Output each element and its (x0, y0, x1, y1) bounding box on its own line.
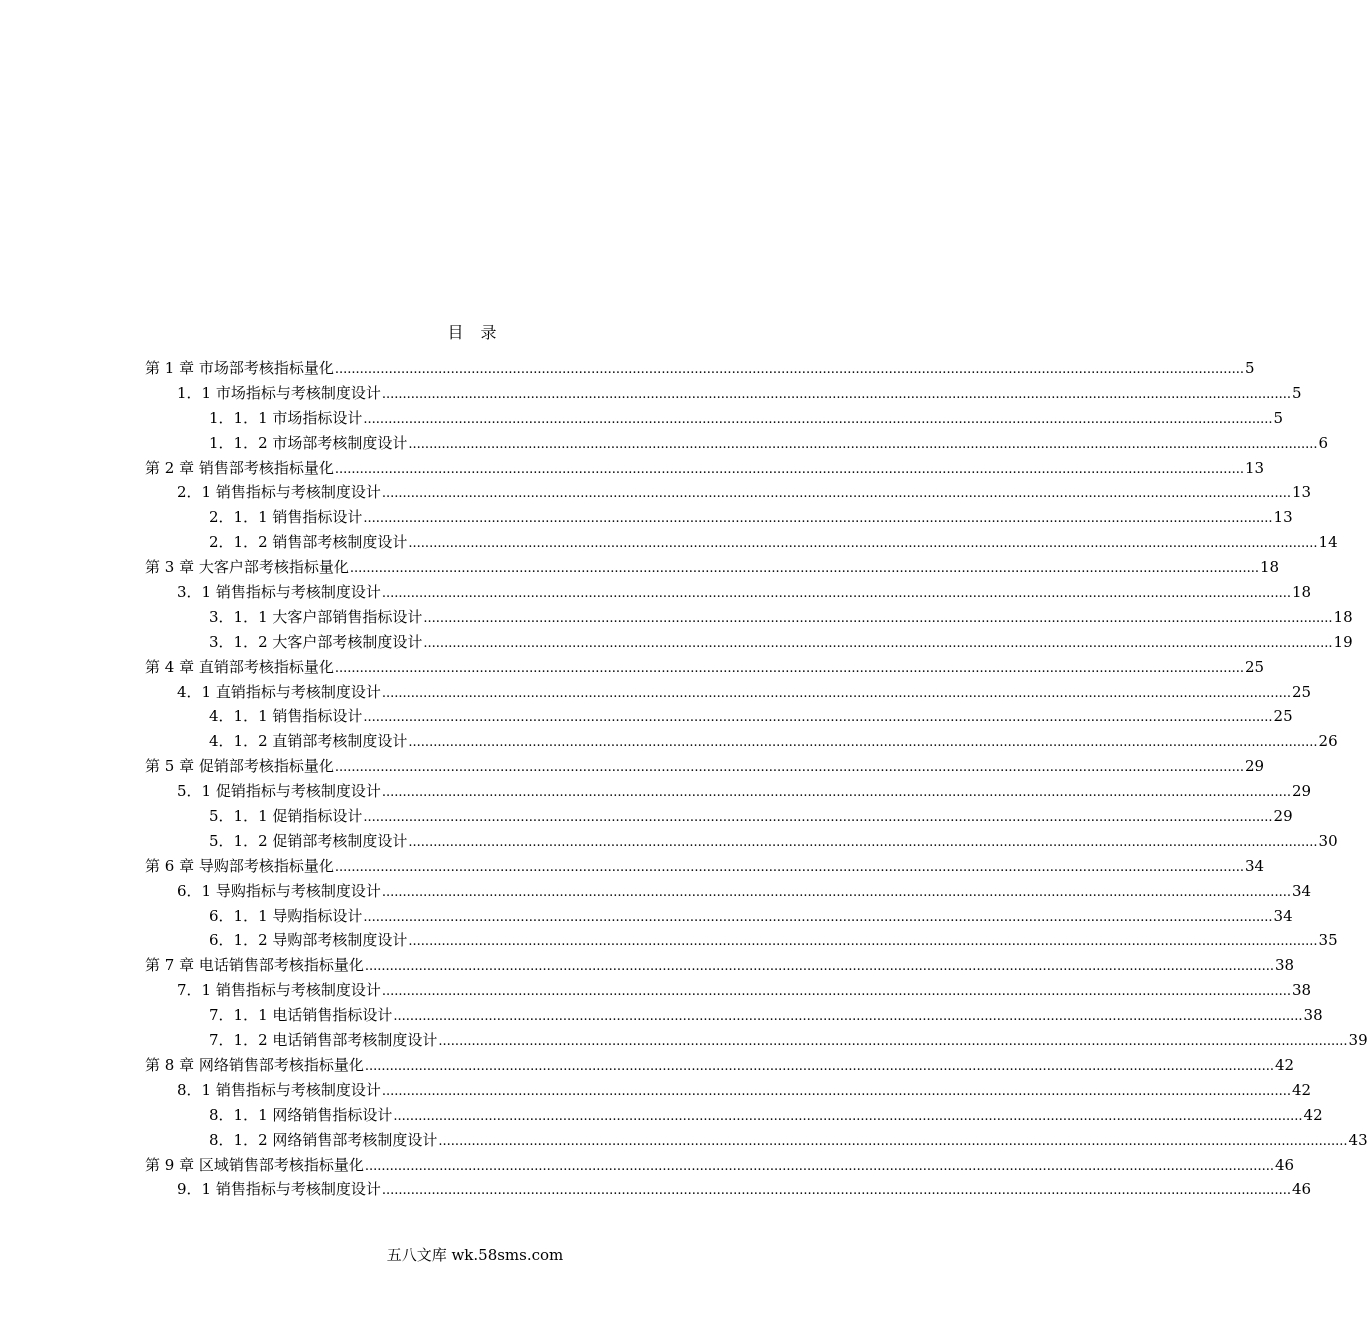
toc-entry[interactable] (145, 1177, 1312, 1202)
toc-entry-page-number: 34 (1291, 881, 1312, 900)
toc-dot-leader: ............................................................................................................................................................................................................................ (438, 1133, 1348, 1149)
toc-entry[interactable] (145, 1128, 1368, 1153)
toc-entry-page-number: 29 (1273, 807, 1293, 826)
toc-entry-page-number: 14 (1318, 533, 1338, 552)
toc-entry[interactable] (145, 1153, 1295, 1178)
toc-entry[interactable] (145, 953, 1295, 978)
toc-entry-page-number: 5 (1273, 408, 1284, 427)
toc-dot-leader: ............................................................................................................................................................................................................................ (334, 362, 1244, 377)
toc-entry-page-number: 39 (1348, 1031, 1368, 1050)
toc-dot-leader: ............................................................................................................................................................................................................................ (363, 411, 1273, 427)
toc-entry[interactable] (145, 854, 1265, 879)
toc-entry-page-number: 13 (1273, 508, 1293, 527)
toc-entry[interactable] (145, 431, 1329, 456)
toc-entry-page-number: 25 (1291, 682, 1312, 701)
toc-entry[interactable] (145, 406, 1284, 431)
toc-entry-page-number: 19 (1333, 632, 1353, 651)
toc-entry[interactable] (145, 904, 1293, 929)
toc-entry-page-number: 29 (1291, 782, 1312, 801)
toc-dot-leader: ............................................................................................................................................................................................................................ (363, 810, 1273, 826)
toc-entry-label: 2．1．1 销售指标设计 (209, 508, 363, 527)
toc-dot-leader: ............................................................................................................................................................................................................................ (364, 1158, 1274, 1174)
toc-entry[interactable] (145, 1078, 1312, 1103)
toc-dot-leader: ............................................................................................................................................................................................................................ (381, 785, 1291, 801)
toc-entry-label: 6．1．2 导购部考核制度设计 (209, 931, 408, 950)
toc-entry-label: 4．1 直销指标与考核制度设计 (177, 682, 381, 701)
toc-dot-leader: ............................................................................................................................................................................................................................ (334, 660, 1244, 676)
toc-entry[interactable] (145, 356, 1255, 381)
toc-entry[interactable] (145, 605, 1353, 630)
toc-entry-page-number: 42 (1291, 1080, 1312, 1099)
toc-dot-leader: ............................................................................................................................................................................................................................ (408, 735, 1318, 751)
toc-dot-leader: ............................................................................................................................................................................................................................ (349, 561, 1259, 577)
toc-title: 目 录 (447, 323, 503, 342)
toc-entry-label: 6．1 导购指标与考核制度设计 (177, 881, 381, 900)
toc-dot-leader: ............................................................................................................................................................................................................................ (363, 511, 1273, 527)
toc-entry[interactable] (145, 779, 1312, 804)
toc-entry-page-number: 18 (1291, 583, 1312, 602)
toc-entry-page-number: 46 (1291, 1180, 1312, 1199)
toc-dot-leader: ............................................................................................................................................................................................................................ (363, 710, 1273, 726)
toc-entry-label: 第 7 章 电话销售部考核指标量化 (145, 956, 364, 975)
toc-dot-leader: ............................................................................................................................................................................................................................ (438, 1034, 1348, 1050)
toc-entry-label: 3．1．2 大客户部考核制度设计 (209, 632, 423, 651)
toc-dot-leader: ............................................................................................................................................................................................................................ (381, 386, 1291, 402)
toc-entry-label: 8．1．1 网络销售指标设计 (209, 1105, 393, 1124)
toc-entry-label: 1．1．2 市场部考核制度设计 (209, 433, 408, 452)
toc-dot-leader: ............................................................................................................................................................................................................................ (393, 1009, 1303, 1025)
toc-entry-page-number: 6 (1318, 433, 1329, 452)
toc-dot-leader: ............................................................................................................................................................................................................................ (381, 486, 1291, 502)
toc-entry-label: 7．1．1 电话销售指标设计 (209, 1006, 393, 1025)
toc-dot-leader: ............................................................................................................................................................................................................................ (364, 1058, 1274, 1074)
toc-entry-page-number: 29 (1244, 757, 1265, 776)
toc-entry-page-number: 30 (1318, 831, 1338, 850)
toc-entry-label: 2．1 销售指标与考核制度设计 (177, 483, 381, 502)
toc-entry[interactable] (145, 729, 1338, 754)
toc-entry-label: 1．1 市场指标与考核制度设计 (177, 383, 381, 402)
toc-entry-page-number: 34 (1273, 906, 1293, 925)
toc-entry[interactable] (145, 879, 1312, 904)
toc-entry-label: 第 5 章 促销部考核指标量化 (145, 757, 334, 776)
toc-entry-page-number: 13 (1291, 483, 1312, 502)
toc-dot-leader: ............................................................................................................................................................................................................................ (364, 959, 1274, 975)
toc-entry-page-number: 25 (1244, 657, 1265, 676)
toc-entry[interactable] (145, 1053, 1295, 1078)
toc-entry-page-number: 18 (1333, 607, 1353, 626)
toc-entry-page-number: 46 (1274, 1155, 1295, 1174)
toc-dot-leader: ............................................................................................................................................................................................................................ (408, 436, 1318, 452)
toc-entry[interactable] (145, 530, 1338, 555)
toc-entry-label: 第 2 章 销售部考核指标量化 (145, 458, 334, 477)
toc-dot-leader: ............................................................................................................................................................................................................................ (408, 834, 1318, 850)
toc-entry[interactable] (145, 456, 1265, 481)
toc-dot-leader: ............................................................................................................................................................................................................................ (363, 909, 1273, 925)
toc-entry-label: 第 9 章 区域销售部考核指标量化 (145, 1155, 364, 1174)
toc-entry-page-number: 34 (1244, 856, 1265, 875)
toc-entry-label: 8．1．2 网络销售部考核制度设计 (209, 1130, 438, 1149)
toc-dot-leader: ............................................................................................................................................................................................................................ (334, 760, 1244, 776)
toc-entry[interactable] (145, 1103, 1323, 1128)
toc-entry-label: 第 3 章 大客户部考核指标量化 (145, 558, 349, 577)
toc-entry-label: 3．1 销售指标与考核制度设计 (177, 583, 381, 602)
toc-entry-page-number: 25 (1273, 707, 1293, 726)
toc-entry-label: 8．1 销售指标与考核制度设计 (177, 1080, 381, 1099)
toc-entry-label: 1．1．1 市场指标设计 (209, 408, 363, 427)
toc-entry[interactable] (145, 1028, 1368, 1053)
toc-entry-label: 第 1 章 市场部考核指标量化 (145, 359, 334, 377)
toc-entry[interactable] (145, 580, 1312, 605)
toc-entry[interactable] (145, 480, 1312, 505)
toc-entry[interactable] (145, 829, 1338, 854)
toc-dot-leader: ............................................................................................................................................................................................................................ (334, 461, 1244, 477)
toc-entry[interactable] (145, 555, 1280, 580)
toc-entry-label: 2．1．2 销售部考核制度设计 (209, 533, 408, 552)
toc-entry-label: 第 8 章 网络销售部考核指标量化 (145, 1055, 364, 1074)
toc-entry-label: 7．1 销售指标与考核制度设计 (177, 981, 381, 1000)
toc-entry-label: 4．1．1 销售指标设计 (209, 707, 363, 726)
toc-dot-leader: ............................................................................................................................................................................................................................ (381, 984, 1291, 1000)
footer-watermark: 五八文库 wk.58sms.com (386, 1246, 564, 1264)
toc-entry-label: 第 6 章 导购部考核指标量化 (145, 856, 334, 875)
toc-dot-leader: ............................................................................................................................................................................................................................ (423, 610, 1333, 626)
toc-entry-page-number: 38 (1274, 956, 1295, 975)
toc-entry[interactable] (145, 1003, 1323, 1028)
toc-entry-page-number: 5 (1291, 383, 1302, 402)
toc-entry-page-number: 43 (1348, 1130, 1368, 1149)
toc-dot-leader: ............................................................................................................................................................................................................................ (423, 635, 1333, 651)
toc-entry[interactable] (145, 505, 1293, 530)
toc-dot-leader: ............................................................................................................................................................................................................................ (334, 859, 1244, 875)
toc-entry-label: 5．1 促销指标与考核制度设计 (177, 782, 381, 801)
toc-entry-page-number: 35 (1318, 931, 1338, 950)
toc-entry-page-number: 13 (1244, 458, 1265, 477)
toc-entry-page-number: 42 (1274, 1055, 1295, 1074)
toc-entry[interactable] (145, 704, 1293, 729)
toc-entry-page-number: 18 (1259, 558, 1280, 577)
toc-entry[interactable] (145, 978, 1312, 1003)
toc-dot-leader: ............................................................................................................................................................................................................................ (381, 1083, 1291, 1099)
toc-entry-page-number: 42 (1303, 1105, 1323, 1124)
toc-entry[interactable] (145, 630, 1353, 655)
toc-entry[interactable] (145, 680, 1312, 705)
toc-entry-page-number: 38 (1291, 981, 1312, 1000)
toc-dot-leader: ............................................................................................................................................................................................................................ (408, 934, 1318, 950)
table-of-contents (145, 356, 1368, 1202)
toc-entry-label: 9．1 销售指标与考核制度设计 (177, 1180, 381, 1199)
toc-dot-leader: ............................................................................................................................................................................................................................ (381, 685, 1291, 701)
toc-entry[interactable] (145, 928, 1338, 953)
toc-dot-leader: ............................................................................................................................................................................................................................ (381, 884, 1291, 900)
toc-entry[interactable] (145, 804, 1293, 829)
toc-dot-leader: ............................................................................................................................................................................................................................ (393, 1108, 1303, 1124)
toc-dot-leader: ............................................................................................................................................................................................................................ (381, 1183, 1291, 1199)
toc-entry[interactable] (145, 754, 1265, 779)
toc-entry-page-number: 38 (1303, 1006, 1323, 1025)
toc-entry-label: 5．1．2 促销部考核制度设计 (209, 831, 408, 850)
toc-entry-page-number: 26 (1318, 732, 1338, 751)
toc-entry[interactable] (145, 655, 1265, 680)
toc-entry-label: 5．1．1 促销指标设计 (209, 807, 363, 826)
toc-dot-leader: ............................................................................................................................................................................................................................ (381, 586, 1291, 602)
toc-entry-label: 7．1．2 电话销售部考核制度设计 (209, 1031, 438, 1050)
toc-entry[interactable] (145, 381, 1302, 406)
toc-entry-page-number: 5 (1244, 359, 1255, 377)
toc-dot-leader: ............................................................................................................................................................................................................................ (408, 536, 1318, 552)
toc-entry-label: 6．1．1 导购指标设计 (209, 906, 363, 925)
toc-entry-label: 第 4 章 直销部考核指标量化 (145, 657, 334, 676)
toc-entry-label: 4．1．2 直销部考核制度设计 (209, 732, 408, 751)
toc-entry-label: 3．1．1 大客户部销售指标设计 (209, 607, 423, 626)
